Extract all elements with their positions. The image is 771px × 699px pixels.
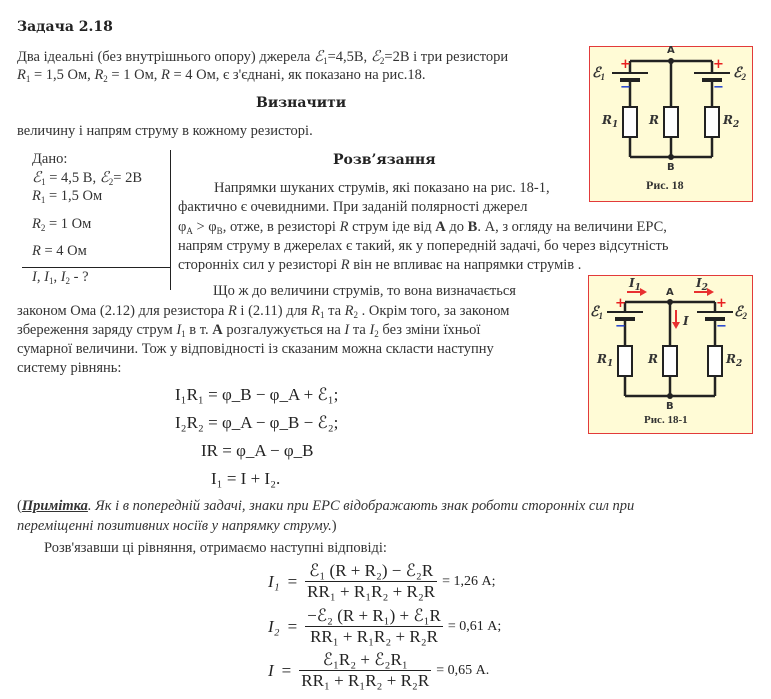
denominator: RR₁ + R₁R₂ + R₂R bbox=[310, 627, 438, 646]
p1-line-5 bbox=[178, 257, 581, 274]
r1-value: = 1,5 Ом bbox=[45, 188, 103, 204]
r-symbol: R bbox=[602, 113, 612, 127]
arrow-i-head bbox=[672, 322, 680, 329]
p2-line-5: систему рівнянь: bbox=[17, 360, 122, 376]
answer-i2 bbox=[268, 606, 501, 647]
sub: 2 bbox=[374, 329, 379, 339]
emf2-value: =2В і три резистори bbox=[384, 49, 509, 65]
emf1-label bbox=[590, 304, 603, 321]
emf-symbol: ℰ bbox=[370, 49, 380, 65]
r-symbol: R bbox=[339, 219, 349, 235]
r-symbol: R bbox=[32, 188, 41, 204]
i-symbol: I bbox=[629, 276, 635, 290]
emf-symbol: ℰ bbox=[733, 66, 742, 81]
emf-symbol: ℰ bbox=[313, 49, 324, 65]
arrow-i1-head bbox=[640, 288, 647, 296]
emf-symbol: ℰ bbox=[592, 66, 601, 81]
sub: 2 bbox=[379, 56, 385, 66]
equation-1: I₁R₁ = φ_B − φ_A + ℰ₁; bbox=[175, 385, 339, 404]
node-a: А bbox=[435, 219, 446, 235]
i-symbol: I bbox=[369, 322, 375, 338]
note-label: Примітка bbox=[21, 498, 88, 514]
numerator: −ℰ₂ (R + R₁) + ℰ₁R bbox=[307, 606, 441, 625]
text: до bbox=[445, 219, 468, 235]
node-b-label: B bbox=[666, 401, 674, 412]
figure-18-1 bbox=[588, 275, 753, 434]
minus-sign: − bbox=[620, 80, 631, 95]
p2-line-3 bbox=[17, 322, 480, 339]
solution-heading: Розв’язання bbox=[333, 152, 436, 168]
note-line-1 bbox=[17, 498, 634, 515]
i2-label bbox=[696, 276, 708, 293]
r-label: R bbox=[649, 113, 659, 127]
emf2-label bbox=[733, 65, 746, 82]
equation-3: IR = φ_A − φ_B bbox=[201, 441, 314, 460]
numerator: ℰ₁ (R + R₂) − ℰ₂R bbox=[305, 561, 437, 582]
paren: ( bbox=[17, 498, 22, 514]
sub: 2 bbox=[742, 311, 747, 321]
sep: , bbox=[53, 269, 61, 285]
determine-heading: Визначити bbox=[256, 95, 347, 111]
sub: 1 bbox=[634, 283, 641, 293]
text: законом Ома (2.12) для резистора bbox=[17, 303, 228, 319]
sub: 1 bbox=[600, 72, 605, 82]
node-b-dot bbox=[667, 393, 673, 399]
text: він не впливає на напрямки струмів . bbox=[349, 257, 582, 273]
emf-symbol: ℰ bbox=[32, 170, 42, 186]
text: . А, з огляду на величини ЕРС, bbox=[477, 219, 667, 235]
sub: 2 bbox=[735, 359, 743, 369]
r1-value: = 1,5 Ом, bbox=[30, 67, 95, 83]
resistor-r2 bbox=[708, 346, 722, 376]
emf1-value: =4,5В, bbox=[327, 49, 371, 65]
p2-line-2 bbox=[17, 303, 509, 320]
sub: 1 bbox=[41, 177, 46, 187]
figure-18 bbox=[589, 46, 753, 202]
intro-line-1 bbox=[17, 47, 508, 66]
task-title: Задача 2.18 bbox=[17, 19, 113, 35]
node-a-label: A bbox=[666, 287, 674, 298]
r-label: R bbox=[648, 352, 658, 366]
p2-line-4: сумарної величини. Тож у відповідності із сказаним можна скласти наступну bbox=[17, 341, 494, 357]
r-symbol: R bbox=[311, 303, 320, 319]
determine-text: величину і напрям струму в кожному резисторі. bbox=[17, 123, 313, 139]
sep: , bbox=[36, 269, 45, 285]
text: . Окрім того, за законом bbox=[358, 303, 510, 319]
plus-sign: + bbox=[620, 57, 631, 72]
r-symbol: R bbox=[340, 257, 350, 273]
resistor-r1 bbox=[618, 346, 632, 376]
p1-line-1: Напрямки шуканих струмів, які показано на рис. 18-1, bbox=[214, 180, 550, 196]
i-symbol: I bbox=[696, 276, 702, 290]
sub: 1 bbox=[606, 359, 614, 369]
plus-sign: + bbox=[716, 296, 727, 311]
intro-line-2 bbox=[17, 67, 426, 84]
r-symbol: R bbox=[32, 243, 41, 259]
node-a-dot bbox=[667, 299, 673, 305]
sub: 1 bbox=[25, 74, 31, 84]
emf1-label bbox=[592, 65, 605, 82]
text: без зміни їхньої bbox=[378, 322, 481, 338]
phi: > φ bbox=[192, 219, 217, 235]
node-b-dot bbox=[668, 154, 674, 160]
given-find bbox=[32, 269, 89, 286]
sub: 2 bbox=[103, 74, 108, 84]
i1-label bbox=[629, 276, 641, 293]
given-block bbox=[32, 151, 170, 263]
p1-line-4: напрям струму в джерелах є такий, як у попередній задачі, бо через відсутність bbox=[178, 238, 669, 254]
arrow-i2-head bbox=[707, 288, 714, 296]
fraction bbox=[305, 606, 443, 647]
sub: 2 bbox=[108, 177, 114, 187]
answer-lhs: I₂ bbox=[268, 616, 280, 636]
sub: 2 bbox=[741, 72, 746, 82]
given-r bbox=[32, 243, 170, 263]
r1-label bbox=[602, 113, 618, 130]
phi: φ bbox=[178, 219, 187, 235]
r-value: = 4 Ом bbox=[40, 243, 87, 259]
sub: 1 bbox=[181, 329, 186, 339]
emf2-value: = 2В bbox=[113, 170, 143, 186]
r-symbol: R bbox=[17, 67, 26, 83]
node-a-label: A bbox=[667, 45, 675, 56]
sub: A bbox=[186, 226, 193, 236]
emf1-value: = 4,5 В, bbox=[45, 170, 100, 186]
figure-caption: Рис. 18-1 bbox=[644, 414, 688, 426]
note-text: переміщенні позитивних носіїв у напрямку струму. bbox=[17, 518, 332, 534]
r-symbol: R bbox=[344, 303, 354, 319]
p2-line-1: Що ж до величини струмів, то вона визначається bbox=[213, 283, 516, 299]
resistor-r bbox=[664, 107, 678, 137]
plus-sign: + bbox=[713, 57, 724, 72]
minus-sign: − bbox=[716, 319, 727, 334]
find-end: - ? bbox=[70, 269, 89, 285]
answer-i bbox=[268, 650, 489, 691]
answer-i1 bbox=[268, 561, 496, 602]
sub: 2 bbox=[701, 283, 708, 293]
sub: B bbox=[216, 226, 223, 236]
emf-symbol: ℰ bbox=[590, 305, 599, 320]
answers-intro: Розв'язавши ці рівняння, отримаємо наступні відповіді: bbox=[44, 540, 387, 556]
answer-value: = 0,65 А. bbox=[436, 662, 490, 678]
numerator: ℰ₁R₂ + ℰ₂R₁ bbox=[299, 650, 431, 671]
text: і (2.11) для bbox=[236, 303, 312, 319]
sub: 2 bbox=[353, 310, 359, 320]
text: струм іде від bbox=[348, 219, 436, 235]
equation-2: I₂R₂ = φ_A − φ_B − ℰ₂; bbox=[175, 413, 339, 432]
sub: 1 bbox=[598, 311, 603, 321]
equals: = bbox=[281, 660, 292, 680]
sub: 1 bbox=[48, 276, 54, 286]
resistor-r bbox=[663, 346, 677, 376]
r-symbol: R bbox=[723, 113, 733, 127]
plus-sign: + bbox=[615, 296, 626, 311]
sub: 2 bbox=[65, 276, 71, 286]
answer-lhs: I₁ bbox=[268, 571, 280, 591]
text: збереження заряду струм bbox=[17, 322, 177, 338]
r1-label bbox=[597, 352, 613, 369]
r-symbol: R bbox=[32, 216, 41, 232]
i-symbol: I bbox=[60, 269, 66, 285]
given-r1 bbox=[32, 188, 170, 216]
r-value: = 4 Ом, є з'єднані, як показано на рис.18. bbox=[169, 67, 426, 83]
minus-sign: − bbox=[615, 319, 626, 334]
given-vertical-divider bbox=[170, 150, 171, 290]
answer-value: = 1,26 А; bbox=[442, 573, 496, 589]
paren: ) bbox=[331, 518, 337, 534]
given-divider bbox=[22, 267, 170, 268]
denominator: RR₁ + R₁R₂ + R₂R bbox=[307, 582, 436, 601]
r-symbol: R bbox=[227, 303, 237, 319]
equals: = bbox=[287, 571, 298, 591]
note-line-2 bbox=[17, 518, 337, 535]
sub: 1 bbox=[323, 56, 328, 66]
sub: 2 bbox=[40, 223, 46, 233]
fraction bbox=[305, 561, 437, 602]
resistor-r2 bbox=[705, 107, 719, 137]
emf2-label bbox=[734, 304, 747, 321]
p1-line-2: фактично є очевидними. При заданій полярності джерел bbox=[178, 199, 528, 215]
r2-label bbox=[723, 113, 739, 130]
answer-lhs: I bbox=[268, 660, 274, 680]
intro-text: Два ідеальні (без внутрішнього опору) джерела bbox=[17, 49, 314, 65]
r2-value: = 1 Ом bbox=[45, 216, 92, 232]
r2-label bbox=[726, 352, 742, 369]
given-emf bbox=[32, 168, 170, 188]
note-text: . Як і в попередній задачі, знаки при ЕРС відображають знак роботи сторонніх сил при bbox=[87, 498, 635, 514]
given-r2 bbox=[32, 216, 170, 243]
text: в т. bbox=[185, 322, 213, 338]
i-symbol: I bbox=[176, 322, 182, 338]
r2-value: = 1 Ом, bbox=[107, 67, 161, 83]
p1-line-3 bbox=[178, 219, 667, 236]
i-symbol: I bbox=[344, 322, 350, 338]
node-b-label: B bbox=[667, 162, 675, 173]
text: та bbox=[349, 322, 370, 338]
i-symbol: I bbox=[32, 269, 37, 285]
resistor-r1 bbox=[623, 107, 637, 137]
given-label: Дано: bbox=[32, 151, 68, 167]
answer-value: = 0,61 А; bbox=[447, 618, 502, 634]
sub: 2 bbox=[732, 120, 740, 130]
minus-sign: − bbox=[713, 80, 724, 95]
i-symbol: I bbox=[44, 269, 49, 285]
sub: 1 bbox=[319, 310, 325, 320]
figure-caption: Рис. 18 bbox=[646, 178, 684, 192]
text: розгалужується на bbox=[222, 322, 345, 338]
text: , отже, в резисторі bbox=[222, 219, 340, 235]
r-symbol: R bbox=[94, 67, 104, 83]
sub: 1 bbox=[611, 120, 619, 130]
denominator: RR₁ + R₁R₂ + R₂R bbox=[301, 671, 430, 690]
node-a-dot bbox=[668, 58, 674, 64]
r-symbol: R bbox=[597, 352, 607, 366]
emf-symbol: ℰ bbox=[734, 305, 743, 320]
sub: 1 bbox=[40, 195, 46, 205]
i-label: I bbox=[683, 314, 689, 328]
equals: = bbox=[287, 616, 298, 636]
node-a: А bbox=[212, 322, 223, 338]
r-symbol: R bbox=[161, 67, 170, 83]
text: та bbox=[324, 303, 345, 319]
text: сторонніх сил у резисторі bbox=[178, 257, 341, 273]
emf-symbol: ℰ bbox=[99, 170, 109, 186]
r-symbol: R bbox=[726, 352, 736, 366]
node-b: В bbox=[467, 219, 478, 235]
equation-4: I₁ = I + I₂. bbox=[211, 469, 281, 488]
fraction bbox=[299, 650, 431, 691]
